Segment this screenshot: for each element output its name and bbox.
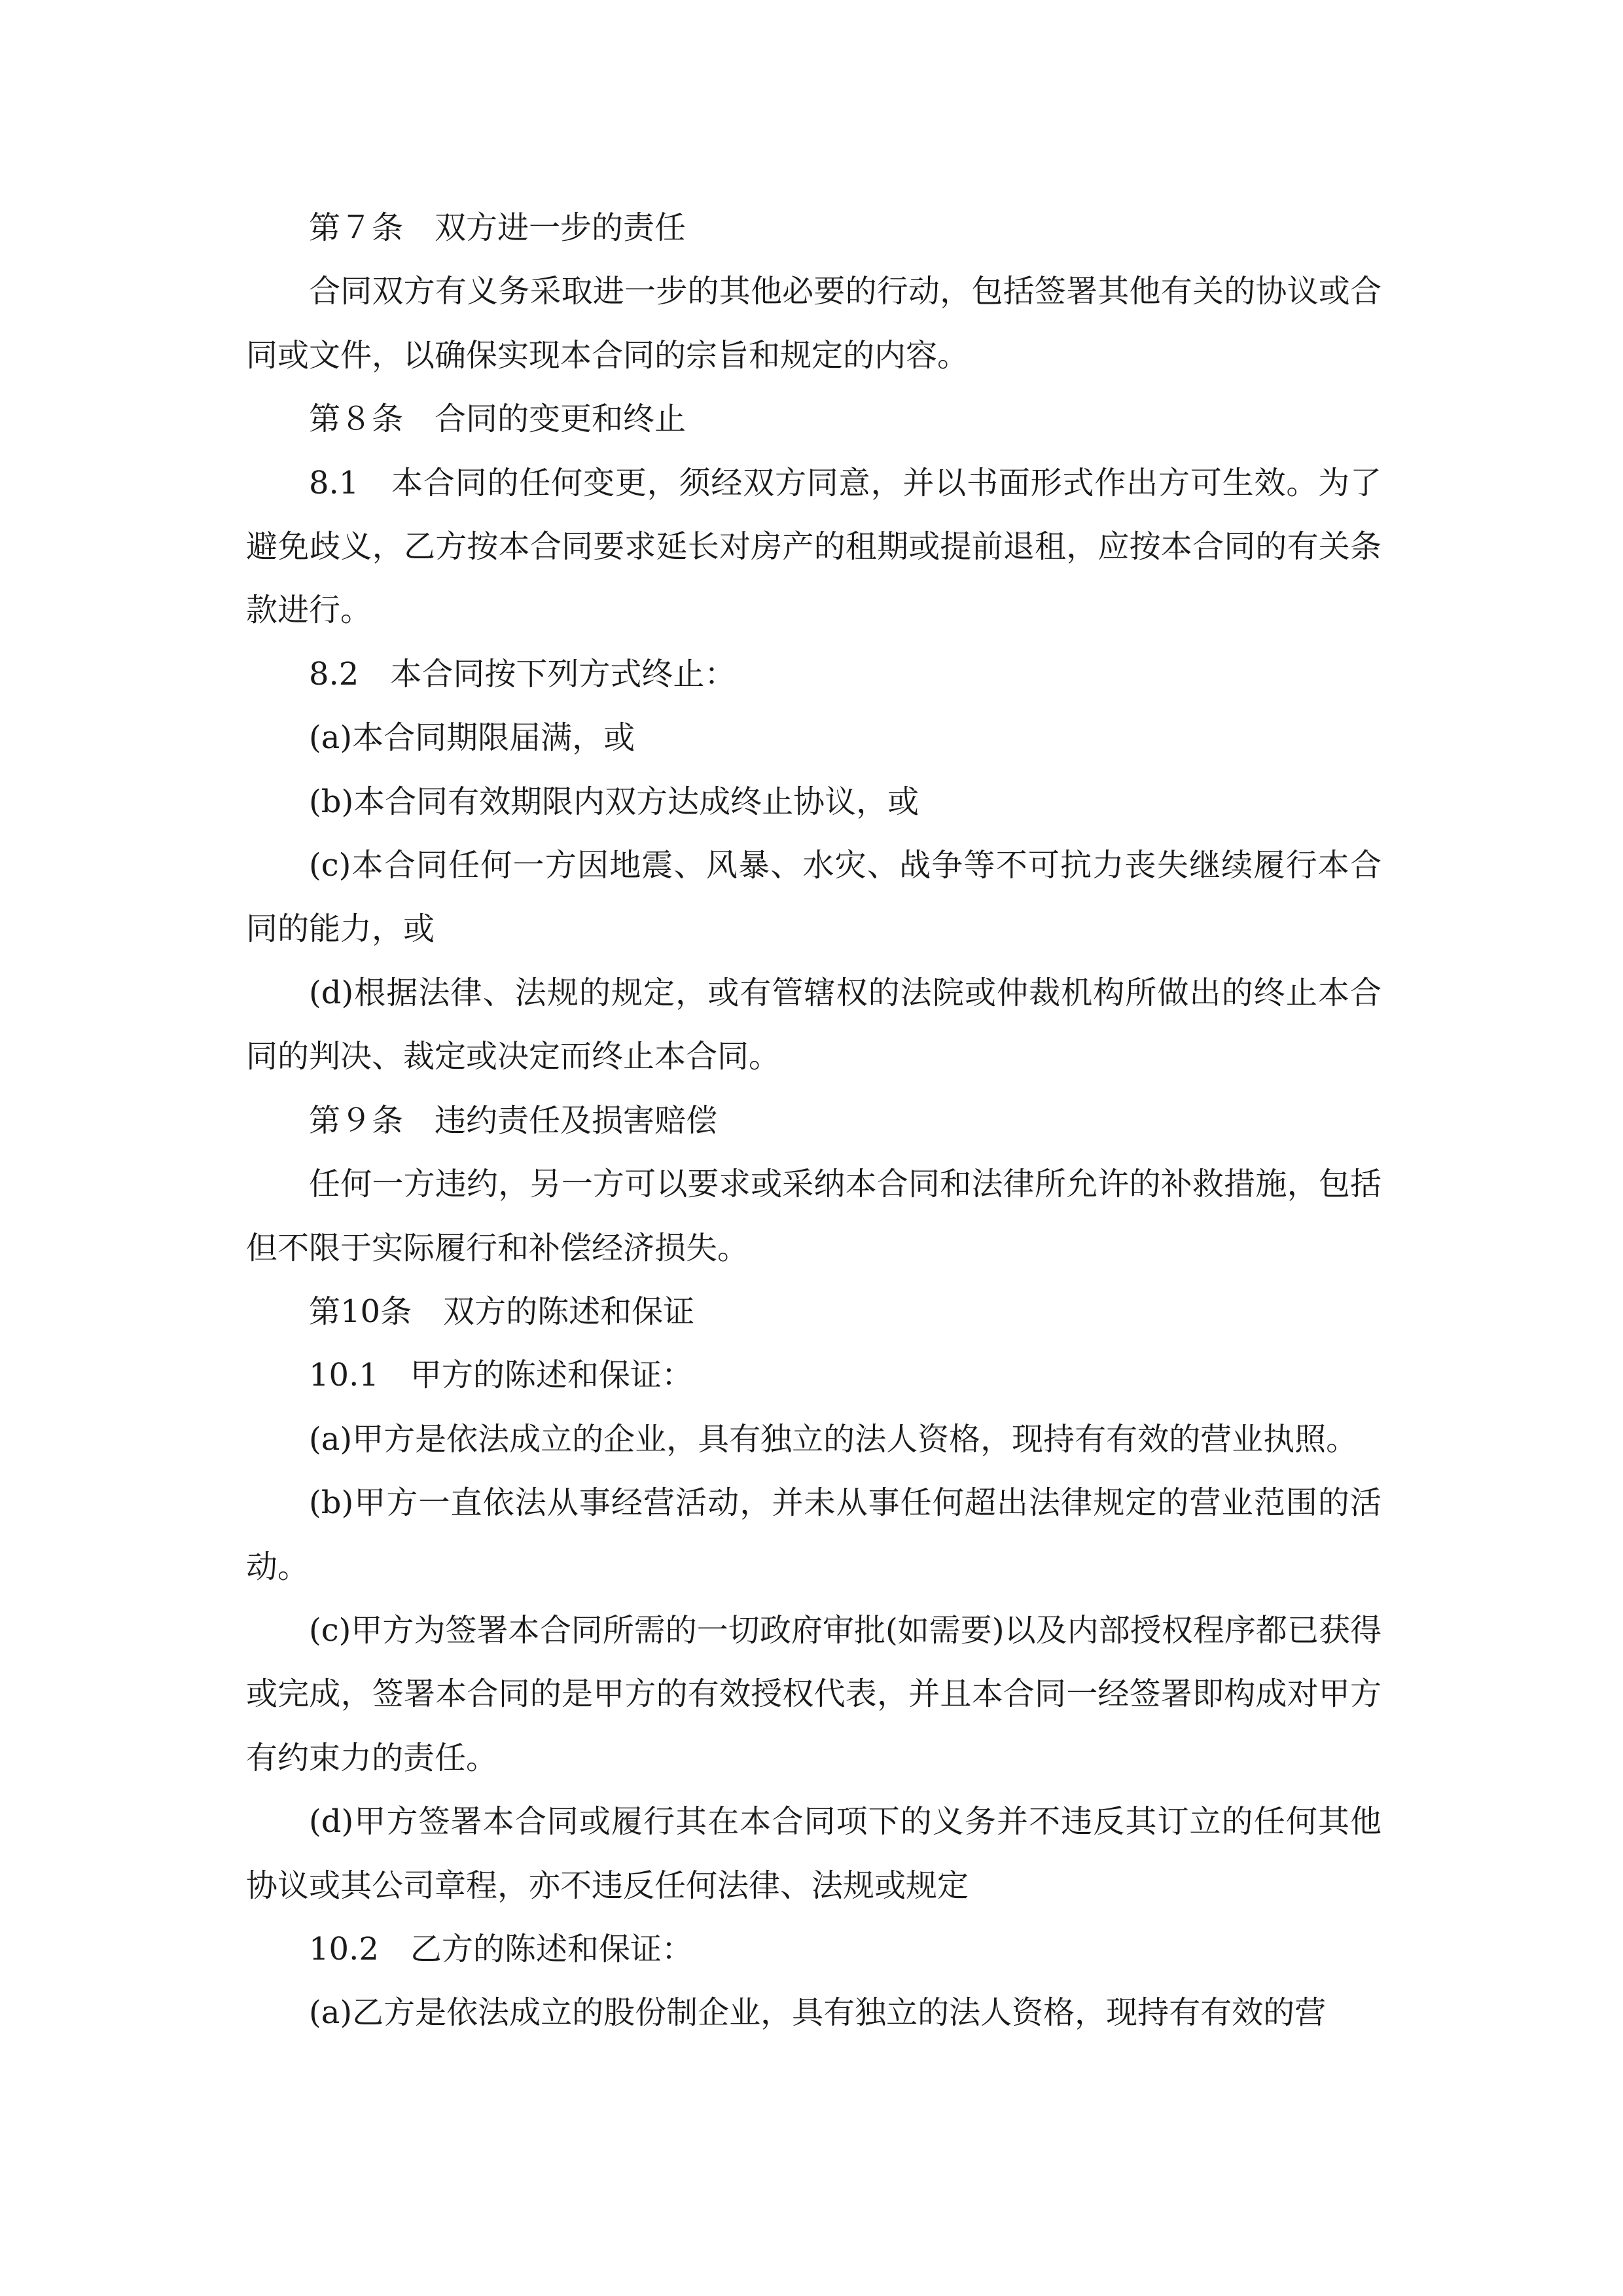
- clause-10-1-a: (a)甲方是依法成立的企业，具有独立的法人资格，现持有有效的营业执照。: [309, 1420, 1358, 1458]
- clause-10-2-a: (a)乙方是依法成立的股份制企业，具有独立的法人资格，现持有有效的营: [309, 1994, 1327, 2032]
- clause-8-1: 8.1 本合同的任何变更，须经双方同意，并以书面形式作出方可生效。为了避免歧义，乙方按本合同要求延长对房产的租期或提前退租，应按本合同的有关条款进行。: [246, 464, 1382, 629]
- article-9-body: 任何一方违约，另一方可以要求或采纳本合同和法律所允许的补救措施，包括但不限于实际履行和补偿经济损失。: [246, 1166, 1382, 1266]
- clause-10-1-b: (b)甲方一直依法从事经营活动，并未从事任何超出法律规定的营业范围的活动。: [246, 1484, 1382, 1585]
- clause-8-2-c: (c)本合同任何一方因地震、风暴、水灾、战争等不可抗力丧失继续履行本合同的能力，或: [246, 847, 1382, 948]
- clause-10-1: 10.1 甲方的陈述和保证：: [309, 1357, 693, 1394]
- clause-8-2-a: (a)本合同期限届满，或: [309, 719, 635, 757]
- document-page: [246, 196, 1382, 2045]
- clause-10-1-c: (c)甲方为签署本合同所需的一切政府审批(如需要)以及内部授权程序都已获得或完成，签署本合同的是甲方的有效授权代表，并且本合同一经签署即构成对甲方有约束力的责任。: [246, 1611, 1382, 1776]
- article-8-heading: 第８条 合同的变更和终止: [309, 401, 687, 438]
- clause-8-2: 8.2 本合同按下列方式终止：: [309, 655, 736, 692]
- clause-10-1-d: (d)甲方签署本合同或履行其在本合同项下的义务并不违反其订立的任何其他协议或其公司章程，亦不违反任何法律、法规或规定: [246, 1803, 1382, 1904]
- article-7-heading: 第７条 双方进一步的责任: [309, 209, 687, 246]
- clause-10-2: 10.2 乙方的陈述和保证：: [309, 1930, 693, 1967]
- article-9-heading: 第９条 违约责任及损害赔偿: [309, 1102, 718, 1139]
- article-7-body: 合同双方有义务采取进一步的其他必要的行动，包括签署其他有关的协议或合同或文件，以确保实现本合同的宗旨和规定的内容。: [246, 273, 1382, 374]
- clause-8-2-b: (b)本合同有效期限内双方达成终止协议，或: [309, 783, 919, 820]
- clause-8-2-d: (d)根据法律、法规的规定，或有管辖权的法院或仲裁机构所做出的终止本合同的判决、裁定或决定而终止本合同。: [246, 974, 1382, 1075]
- article-10-heading: 第10条 双方的陈述和保证: [309, 1293, 695, 1330]
